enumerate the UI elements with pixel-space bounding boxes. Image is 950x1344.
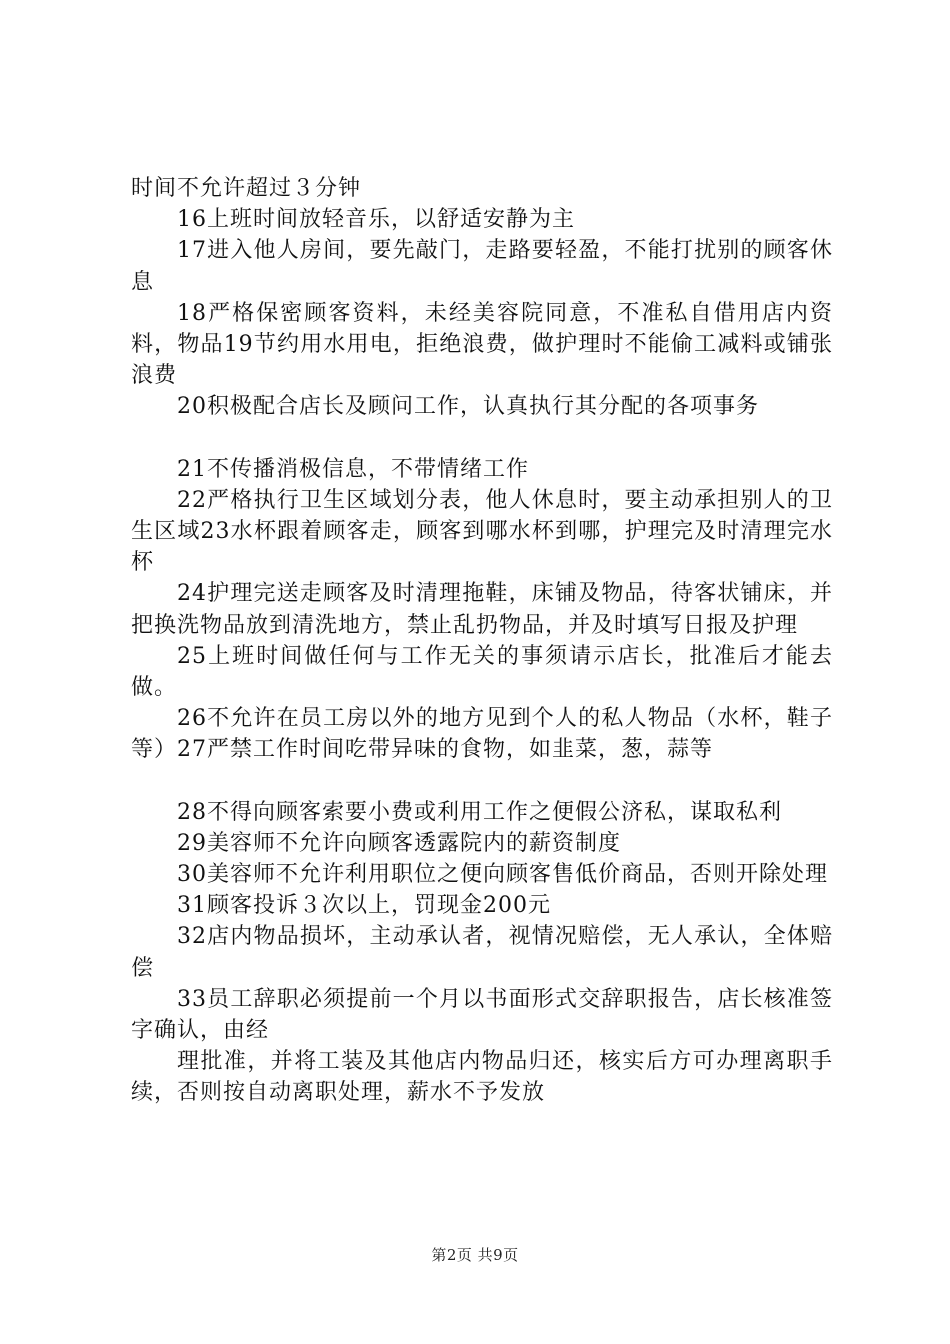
paragraph-rule-18-19: 18严格保密顾客资料，未经美容院同意，不准私自借用店内资料，物品19节约用水用电，拒绝浪费，做护理时不能偷工减料或铺张浪费	[131, 300, 833, 389]
paragraph-rule-25: 25上班时间做任何与工作无关的事须请示店长，批准后才能去做。	[131, 643, 833, 701]
paragraph-rule-24: 24护理完送走顾客及时清理拖鞋，床铺及物品，待客状铺床，并把换洗物品放到清洗地方，禁止乱扔物品，并及时填写日报及护理	[131, 581, 833, 638]
paragraph-continuation: 时间不允许超过３分钟	[131, 176, 362, 201]
paragraph-rule-33: 33员工辞职必须提前一个月以书面形式交辞职报告，店长核准签字确认，由经	[131, 986, 833, 1044]
paragraph-gap	[131, 766, 833, 797]
paragraph-rule-16: 16上班时间放轻音乐，以舒适安静为主	[177, 207, 575, 233]
paragraph-gap	[131, 423, 833, 454]
paragraph-rule-21: 21不传播消极信息，不带情绪工作	[177, 456, 529, 482]
paragraph-rule-33-continued: 理批准，并将工装及其他店内物品归还，核实后方可办理离职手续，否则按自动离职处理，薪水不予发放	[131, 1049, 833, 1106]
document-body	[131, 173, 833, 1109]
page-number-footer: 第2页 共9页	[431, 1246, 519, 1264]
paragraph-rule-30: 30美容师不允许利用职位之便向顾客售低价商品，否则开除处理	[177, 862, 828, 888]
paragraph-rule-28: 28不得向顾客索要小费或利用工作之便假公济私，谋取私利	[177, 799, 782, 825]
paragraph-rule-20: 20积极配合店长及顾问工作，认真执行其分配的各项事务	[177, 394, 759, 420]
paragraph-rule-29: 29美容师不允许向顾客透露院内的薪资制度	[177, 830, 621, 856]
paragraph-rule-32: 32店内物品损坏，主动承认者，视情况赔偿，无人承认，全体赔偿	[131, 924, 833, 981]
paragraph-rule-17: 17进入他人房间，要先敲门，走路要轻盈，不能打扰别的顾客休息	[131, 238, 833, 295]
paragraph-rule-26-27: 26不允许在员工房以外的地方见到个人的私人物品（水杯，鞋子等）27严禁工作时间吃带异味的食物，如韭菜，葱，蒜等	[131, 706, 833, 763]
paragraph-rule-22-23: 22严格执行卫生区域划分表，他人休息时，要主动承担别人的卫生区域23水杯跟着顾客走，顾客到哪水杯到哪，护理完及时清理完水杯	[131, 487, 833, 576]
paragraph-rule-31: 31顾客投诉３次以上，罚现金200元	[177, 893, 551, 919]
